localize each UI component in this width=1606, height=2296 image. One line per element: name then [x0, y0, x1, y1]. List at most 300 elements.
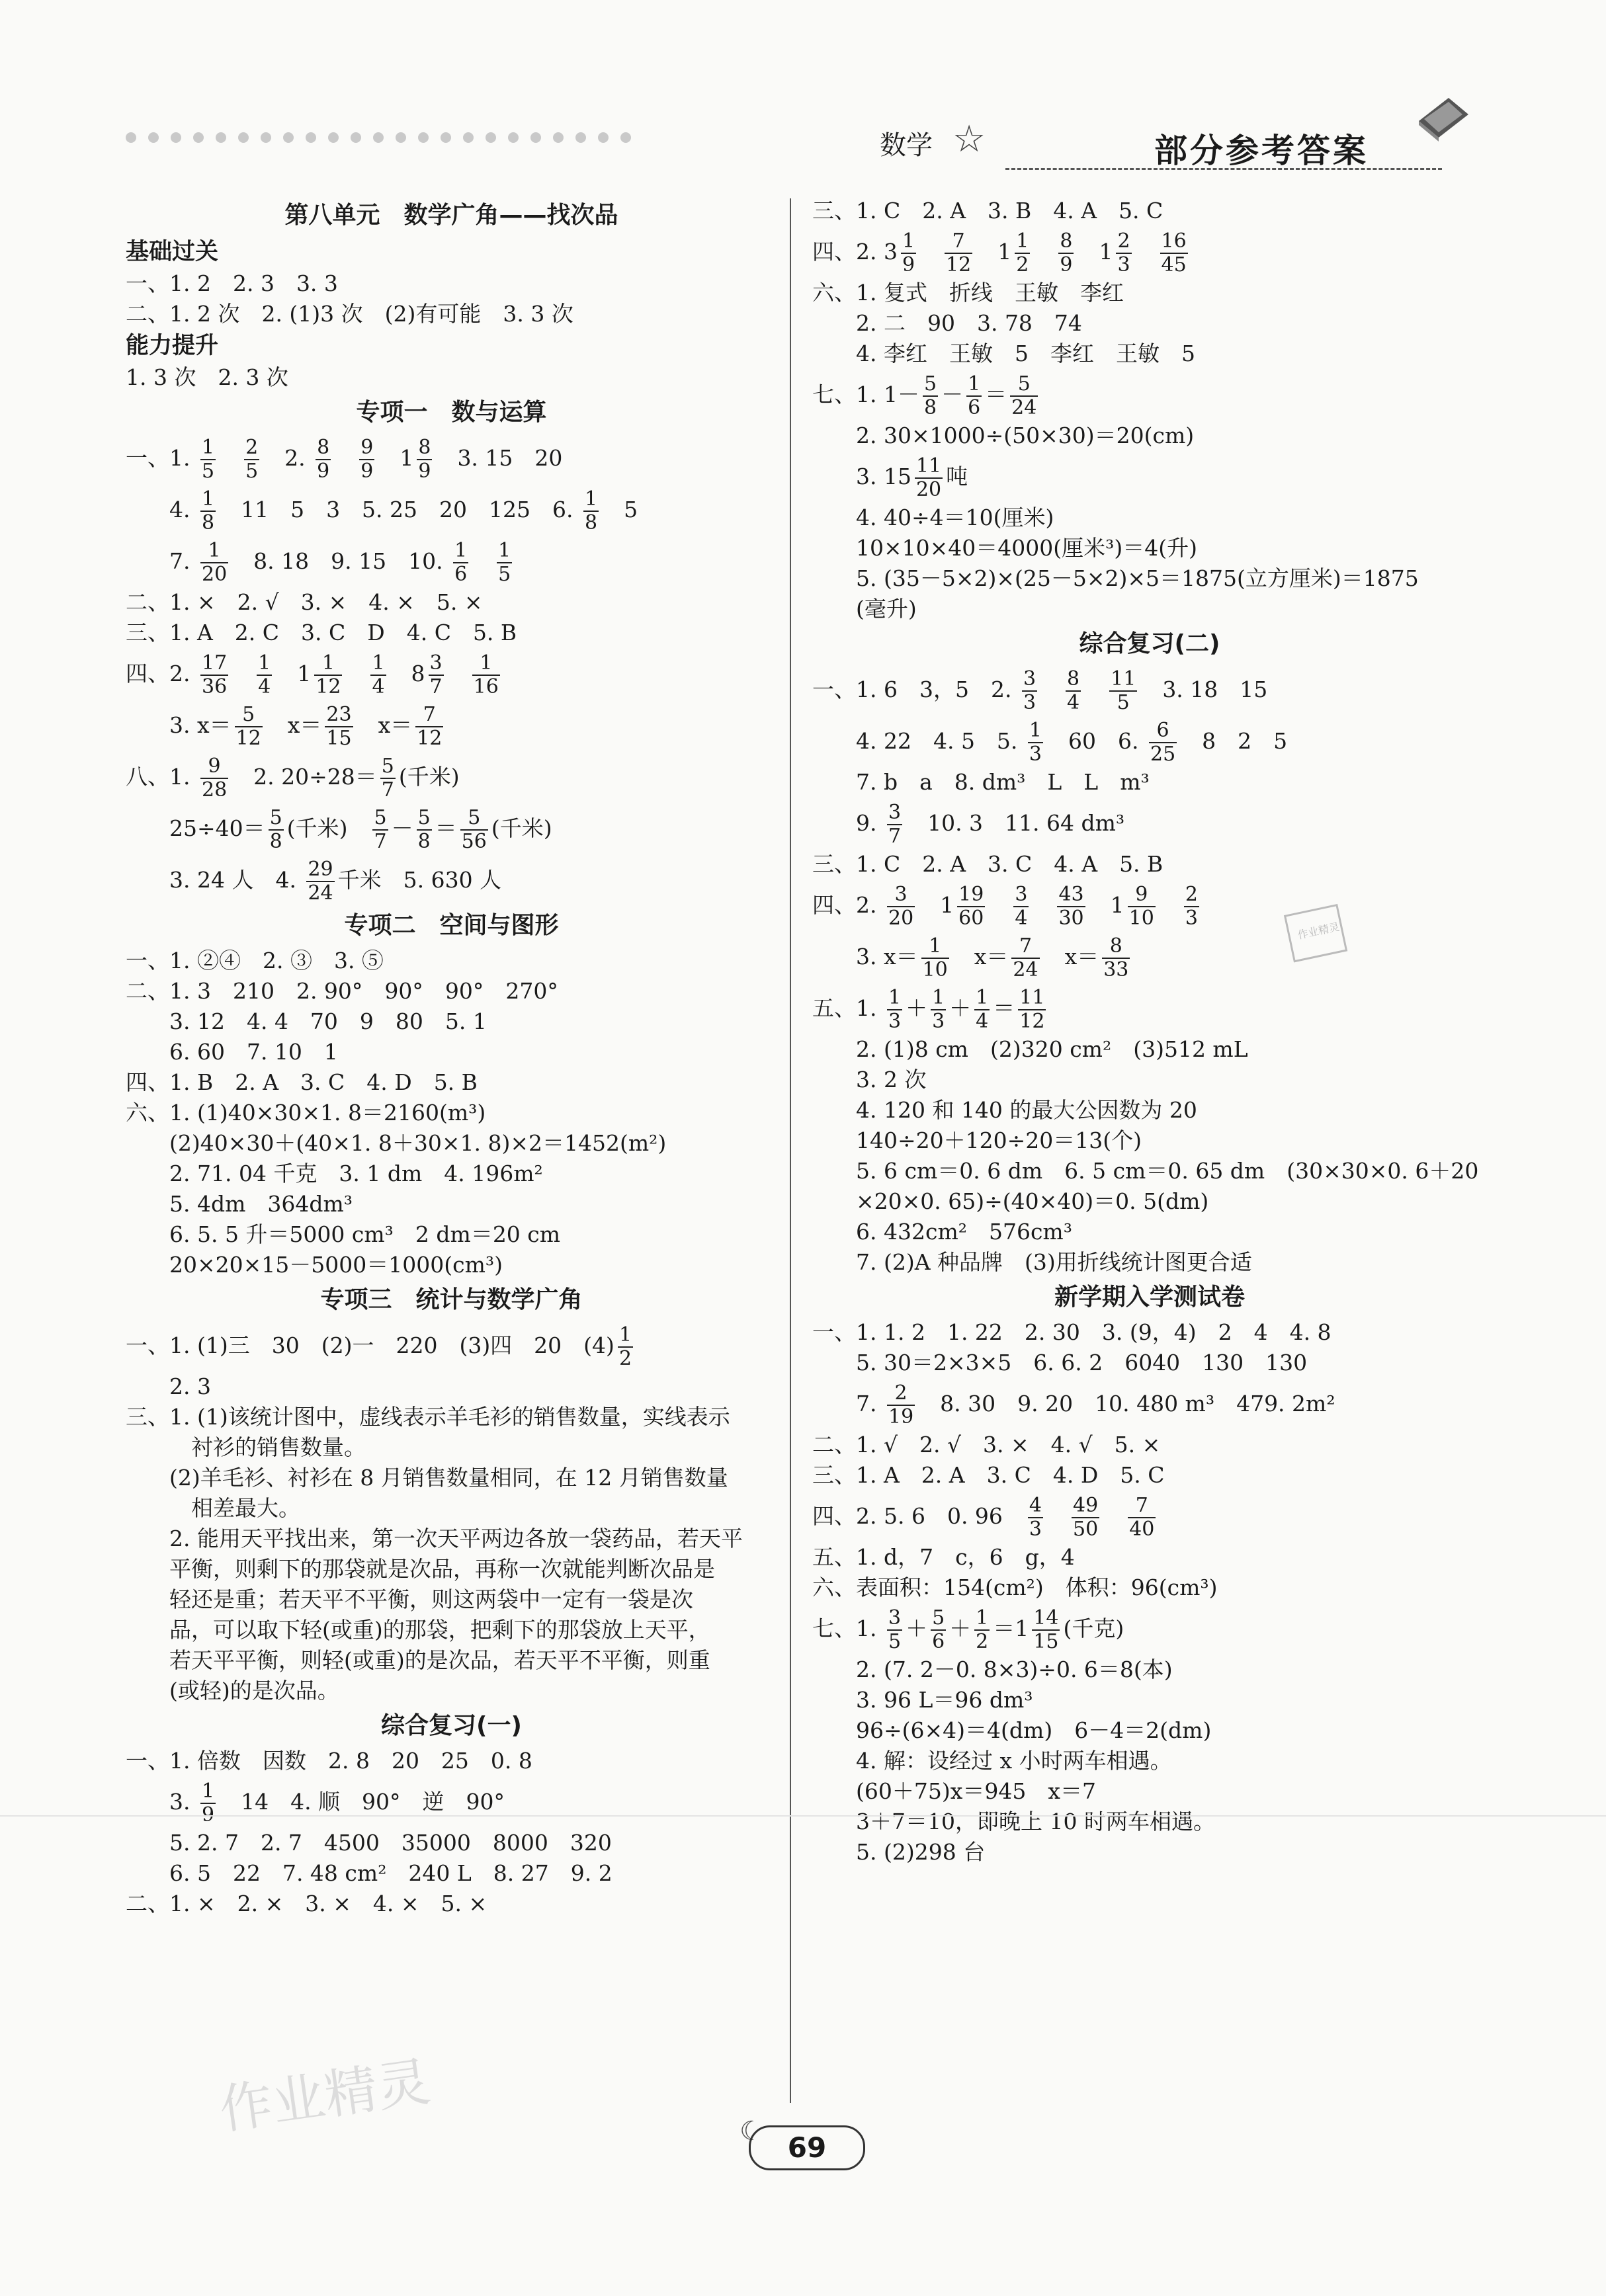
answer-line — [812, 226, 1487, 278]
answer-text: 4. — [126, 497, 197, 522]
fraction-denominator: 24 — [308, 882, 333, 905]
answer-line — [126, 536, 777, 587]
answer-text: 4. 解：设经过 x 小时两车相遇。 — [812, 1748, 1172, 1774]
answer-text: (千克) — [1063, 1616, 1124, 1641]
fraction-denominator: 4 — [258, 675, 271, 698]
answer-text: 三、1. A 2. C 3. C D 4. C 5. B — [126, 620, 517, 645]
answer-line — [812, 1603, 1487, 1655]
answer-text — [219, 445, 241, 471]
section-heading: 专项一 数与运算 — [356, 399, 547, 426]
fraction — [887, 987, 902, 1033]
answer-text: 3. 18 15 — [1140, 676, 1268, 702]
answer-text: 一、1. ②④ 2. ③ 3. ⑤ — [126, 948, 384, 973]
answer-line — [812, 369, 1487, 421]
fraction-numerator: 5 — [932, 1606, 945, 1629]
answer-text: 二、1. √ 2. √ 3. × 4. √ 5. × — [812, 1432, 1161, 1457]
answer-line — [812, 1715, 1487, 1746]
fraction-numerator: 5 — [417, 806, 431, 829]
answer-line — [812, 308, 1487, 339]
fraction-numerator: 4 — [1029, 1494, 1042, 1517]
fraction-denominator: 19 — [888, 1405, 914, 1428]
answer-text — [345, 661, 367, 686]
answer-line — [126, 1067, 777, 1098]
answer-text: 20×20×15－5000＝1000(cm³) — [126, 1252, 503, 1278]
fraction-denominator: 9 — [201, 1803, 215, 1826]
fraction — [1160, 230, 1188, 276]
watermark: 作业精灵 — [216, 2051, 434, 2141]
answer-text — [1040, 676, 1062, 702]
answer-line — [812, 563, 1487, 594]
header-dot — [216, 132, 226, 143]
answer-line — [126, 1858, 777, 1889]
answer-text: 140÷20＋120÷20＝13(个) — [812, 1128, 1142, 1153]
fraction — [306, 858, 334, 905]
fraction-numerator: 29 — [308, 858, 333, 881]
answer-text: 11 5 3 5. 25 20 125 6. — [219, 497, 580, 522]
answer-line — [126, 432, 777, 484]
fraction-denominator: 7 — [888, 825, 902, 848]
fraction-numerator: 1 — [968, 372, 981, 395]
fraction-numerator: 1 — [976, 1606, 989, 1629]
answer-line — [126, 1250, 777, 1280]
answer-text: 3. 24 人 4. — [126, 867, 304, 893]
fraction-denominator: 20 — [888, 907, 914, 930]
fraction-numerator: 2 — [887, 1382, 915, 1406]
answer-line — [126, 299, 777, 329]
fraction-denominator: 12 — [946, 253, 972, 276]
answer-text: x＝ — [265, 712, 322, 738]
header-dot — [441, 132, 451, 143]
answer-text: 一、1. 1. 2 1. 22 2. 30 3. (9，4) 2 4 4. 8 — [812, 1319, 1331, 1345]
answer-text: 5 — [602, 497, 638, 522]
fraction — [887, 801, 902, 848]
header-dot — [620, 132, 631, 143]
answer-text: － — [391, 815, 413, 841]
fraction-denominator: 50 — [1073, 1518, 1099, 1541]
fraction-numerator: 1 — [932, 986, 945, 1009]
answer-line — [126, 1463, 777, 1493]
fraction — [497, 540, 512, 586]
fraction-numerator: 5 — [1010, 373, 1038, 397]
answer-text: 2. (7. 2－0. 8×3)÷0. 6＝8(本) — [812, 1657, 1173, 1682]
answer-text: 5. 2. 7 2. 7 4500 35000 8000 320 — [126, 1830, 612, 1856]
answer-line — [812, 1247, 1487, 1278]
answer-text: 3. 15 — [812, 464, 911, 489]
fraction-numerator: 2 — [1185, 883, 1198, 906]
answer-text: 25÷40＝ — [126, 815, 265, 841]
answer-text: 六、1. (1)40×30×1. 8＝2160(m³) — [126, 1100, 486, 1126]
answer-text: 一、1. — [126, 445, 197, 471]
answer-text: 8. 18 9. 15 10. — [232, 548, 450, 574]
answer-text: (2)羊毛衫、衬衫在 8 月销售数量相同，在 12 月销售数量 — [126, 1465, 728, 1491]
answer-line — [126, 1006, 777, 1037]
answer-text: 10×10×40＝4000(厘米³)＝4(升) — [812, 535, 1197, 561]
answer-text: (60＋75)x＝945 x＝7 — [812, 1778, 1096, 1804]
answer-line — [126, 484, 777, 536]
fraction-denominator: 15 — [1033, 1630, 1059, 1653]
answer-line — [812, 664, 1487, 716]
fraction — [453, 540, 468, 586]
answer-text — [1135, 239, 1157, 265]
book-icon — [1412, 85, 1472, 144]
answer-line — [812, 849, 1487, 880]
answer-text: 5. (2)298 台 — [812, 1839, 986, 1865]
answer-line — [126, 946, 777, 976]
fraction — [200, 436, 216, 483]
answer-line — [126, 1615, 777, 1645]
fraction-numerator: 1 — [201, 487, 215, 511]
answer-text: 七、1. — [812, 1616, 884, 1641]
fraction — [269, 807, 284, 853]
fraction — [429, 652, 444, 698]
answer-line — [812, 1378, 1487, 1430]
fraction — [1032, 1607, 1060, 1653]
fraction-numerator: 3 — [1023, 667, 1036, 690]
header-dot — [553, 132, 564, 143]
fraction-denominator: 7 — [429, 675, 443, 698]
fraction-denominator: 45 — [1161, 253, 1187, 276]
fraction-numerator: 17 — [201, 651, 228, 675]
watermark-stamp — [1280, 896, 1359, 975]
answer-text: ＋ — [949, 995, 972, 1021]
fraction — [415, 704, 443, 750]
answer-text: 3＋7＝10，即晚上 10 时两车相遇。 — [812, 1809, 1215, 1834]
answer-line — [812, 278, 1487, 308]
answer-text: 6. 60 7. 10 1 — [126, 1039, 338, 1065]
header-dot — [575, 132, 586, 143]
answer-line — [126, 1524, 777, 1554]
answer-line — [126, 751, 777, 803]
fraction — [200, 1780, 216, 1826]
answer-text: 7. — [812, 1391, 884, 1416]
fraction — [1028, 719, 1043, 766]
fraction-numerator: 2 — [1117, 229, 1130, 253]
answer-text — [472, 548, 493, 574]
fraction-denominator: 3 — [1029, 1518, 1042, 1541]
header-dot — [598, 132, 609, 143]
fraction-denominator: 9 — [902, 253, 915, 276]
answer-text: 2. 20÷28＝ — [232, 764, 377, 790]
answer-text: 相差最大。 — [126, 1495, 300, 1521]
answer-text: 四、2. 3 — [812, 239, 898, 265]
fraction — [1128, 1495, 1156, 1541]
fraction — [1058, 230, 1074, 276]
fraction-denominator: 2 — [976, 1630, 989, 1653]
fraction-numerator: 8 — [1067, 667, 1080, 690]
answer-text — [919, 239, 941, 265]
answer-text: 8 2 5 — [1180, 728, 1288, 754]
answer-line — [812, 1126, 1487, 1156]
fraction-numerator: 1 — [902, 229, 915, 253]
answer-line — [812, 503, 1487, 533]
fraction-numerator: 1 — [258, 651, 271, 675]
answer-text: 三、1. A 2. A 3. C 4. D 5. C — [812, 1462, 1165, 1488]
fraction-numerator: 11 — [915, 454, 942, 477]
answer-text: 六、表面积：154(cm²) 体积：96(cm³) — [812, 1575, 1218, 1600]
answer-text: 1 — [275, 661, 312, 686]
fraction-denominator: 30 — [1058, 907, 1084, 930]
fraction — [1072, 1495, 1099, 1541]
header-dot — [328, 132, 339, 143]
answer-line — [126, 1098, 777, 1128]
answer-text — [1033, 239, 1055, 265]
answer-text: 9. — [812, 810, 884, 836]
fraction — [1149, 719, 1177, 766]
answer-text: 5. 6 cm＝0. 6 dm 6. 5 cm＝0. 65 dm (30×30×0. 6＋20 — [812, 1158, 1479, 1184]
header-dot — [238, 132, 249, 143]
answer-line — [812, 767, 1487, 798]
fraction — [460, 807, 488, 853]
answer-text: 轻还是重；若天平不平衡，则这两袋中一定有一袋是次 — [126, 1586, 693, 1612]
answer-text: ＝ — [993, 995, 1015, 1021]
answer-text: 1 — [1077, 239, 1113, 265]
fraction-numerator: 2 — [245, 436, 259, 459]
header-dot — [396, 132, 406, 143]
answer-line — [126, 1159, 777, 1189]
section-heading: 专项三 统计与数学广角 — [320, 1286, 583, 1313]
answer-line — [812, 1348, 1487, 1378]
answer-line — [126, 700, 777, 751]
fraction-numerator: 7 — [1011, 935, 1039, 959]
answer-text: 7. — [126, 548, 197, 574]
header-underline — [1005, 168, 1442, 170]
fraction-numerator: 9 — [1128, 883, 1156, 907]
fraction — [931, 1607, 946, 1653]
fraction-denominator: 24 — [1013, 958, 1038, 981]
answer-text: 3. x＝ — [126, 712, 232, 738]
answer-text: 5. 4dm 364dm³ — [126, 1191, 353, 1217]
answer-line — [126, 1746, 777, 1776]
fraction-numerator: 7 — [415, 704, 443, 727]
answer-text: x＝ — [1042, 944, 1099, 969]
answer-text: － — [941, 382, 964, 407]
answer-text: 7. (2)A 种品牌 (3)用折线统计图更合适 — [812, 1249, 1252, 1275]
answer-text: 5. 30＝2×3×5 6. 6. 2 6040 130 130 — [812, 1350, 1308, 1375]
fraction — [1184, 883, 1199, 930]
fraction-numerator: 5 — [460, 807, 488, 831]
answer-line — [812, 798, 1487, 849]
answer-text: ×20×0. 65)÷(40×40)＝0. 5(dm) — [812, 1188, 1209, 1214]
answer-text — [1103, 1503, 1124, 1529]
answer-text: 1. 3 次 2. 3 次 — [126, 364, 288, 390]
answer-text: 五、1. d，7 c，6 g，4 — [812, 1544, 1075, 1570]
answer-text — [1084, 676, 1106, 702]
fraction-numerator: 3 — [1015, 883, 1028, 906]
fraction — [901, 230, 916, 276]
answer-line — [812, 339, 1487, 369]
fraction-numerator: 1 — [498, 539, 511, 562]
answer-line — [126, 1828, 777, 1858]
fraction-denominator: 12 — [316, 675, 341, 698]
fraction-denominator: 4 — [372, 675, 385, 698]
fraction-numerator: 3 — [887, 883, 915, 907]
answer-line — [812, 1685, 1487, 1715]
answer-text: 五、1. — [812, 995, 884, 1021]
answer-text: 一、1. 倍数 因数 2. 8 20 25 0. 8 — [126, 1748, 532, 1774]
fraction — [417, 436, 432, 483]
answer-text: 三、1. C 2. A 3. B 4. A 5. C — [812, 198, 1163, 224]
header-dot — [530, 132, 541, 143]
page-number: 69 — [749, 2125, 865, 2170]
fraction — [1066, 668, 1081, 714]
answer-text: 4. 120 和 140 的最大公因数为 20 — [812, 1097, 1197, 1123]
section-heading: 专项二 空间与图形 — [344, 912, 559, 939]
fraction-denominator: 8 — [923, 396, 937, 419]
fraction — [1102, 935, 1130, 981]
answer-line — [126, 362, 777, 393]
fraction-numerator: 1 — [454, 539, 468, 562]
answer-line — [812, 1542, 1487, 1573]
fraction — [1028, 1495, 1043, 1541]
fraction-numerator: 19 — [958, 883, 984, 906]
header-dot — [283, 132, 294, 143]
answer-text: 2. 能用天平找出来，第一次天平两边各放一袋药品，若天平 — [126, 1526, 743, 1551]
fraction — [380, 755, 396, 801]
fraction — [200, 488, 216, 534]
fraction-denominator: 9 — [1060, 253, 1073, 276]
fraction — [887, 883, 915, 930]
fraction-numerator: 23 — [326, 703, 352, 726]
fraction-denominator: 3 — [1029, 743, 1042, 766]
answer-line — [812, 1491, 1487, 1542]
answer-line — [812, 421, 1487, 451]
fraction — [235, 704, 263, 750]
answer-text: 3. x＝ — [812, 944, 918, 969]
answer-text: 2. 二 90 3. 78 74 — [812, 310, 1082, 336]
fraction — [325, 704, 353, 750]
fraction-numerator: 5 — [269, 806, 282, 829]
answer-text: 2. 3 — [126, 1374, 211, 1399]
fraction-numerator: 11 — [1111, 667, 1136, 690]
fraction — [1128, 883, 1156, 930]
fraction-denominator: 3 — [888, 1010, 902, 1033]
answer-text: 四、1. B 2. A 3. C 4. D 5. B — [126, 1069, 478, 1095]
answer-text: 3. 12 4. 4 70 9 80 5. 1 — [126, 1008, 487, 1034]
fraction — [966, 373, 982, 419]
header-dot — [171, 132, 181, 143]
answer-text: (千米) — [286, 815, 370, 841]
fraction — [887, 1382, 915, 1428]
answer-text: 三、1. C 2. A 3. C 4. A 5. B — [812, 851, 1163, 877]
fraction — [923, 373, 938, 419]
header-dot — [373, 132, 384, 143]
fraction-numerator: 8 — [1102, 935, 1130, 959]
answer-text: 96÷(6×4)＝4(dm) 6－4＝2(dm) — [812, 1717, 1212, 1743]
fraction-numerator: 1 — [201, 436, 215, 459]
fraction-numerator: 5 — [235, 704, 263, 727]
answer-line — [126, 268, 777, 299]
fraction — [200, 540, 228, 586]
section-heading: 综合复习(二) — [1079, 630, 1220, 657]
answer-line — [812, 1837, 1487, 1867]
fraction-denominator: 2 — [1016, 253, 1029, 276]
answer-line — [126, 976, 777, 1006]
fraction-denominator: 36 — [201, 675, 228, 698]
header-dot — [508, 132, 519, 143]
fraction — [1057, 883, 1085, 930]
answer-line — [812, 1573, 1487, 1603]
answer-text: ＝ — [435, 815, 457, 841]
fraction-numerator: 7 — [1128, 1495, 1156, 1518]
fraction-numerator: 1 — [1029, 719, 1042, 742]
fraction-numerator: 1 — [201, 1780, 215, 1803]
answer-line — [812, 1095, 1487, 1126]
header-dot — [418, 132, 429, 143]
answer-text: 14 4. 顺 90° 逆 90° — [219, 1789, 505, 1815]
fraction-denominator: 7 — [381, 778, 394, 801]
answer-line — [126, 1493, 777, 1524]
subsection-heading: 基础过关 — [126, 239, 219, 265]
header-dot — [351, 132, 361, 143]
answer-text: 4. 22 4. 5 5. — [812, 728, 1025, 754]
answer-text: 3. 96 L＝96 dm³ — [812, 1687, 1033, 1713]
fraction-denominator: 8 — [584, 511, 598, 534]
answer-text: x＝ — [952, 944, 1009, 969]
fraction-numerator: 6 — [1149, 719, 1177, 743]
fraction-denominator: 20 — [201, 563, 228, 586]
fraction-numerator: 9 — [200, 755, 228, 779]
answer-text: 一、1. (1)三 30 (2)一 220 (3)四 20 (4) — [126, 1332, 614, 1358]
fraction — [618, 1324, 633, 1370]
answer-line — [812, 1065, 1487, 1095]
fraction-denominator: 9 — [360, 460, 374, 483]
answer-text: 四、2. — [812, 892, 884, 918]
answer-line — [126, 648, 777, 700]
answer-text: 10. 3 11. 64 dm³ — [906, 810, 1125, 836]
answer-text: 若天平平衡，则轻(或重)的是次品，若天平不平衡，则重 — [126, 1647, 710, 1673]
answer-text: 2. (1)8 cm (2)320 cm² (3)512 mL — [812, 1036, 1248, 1062]
answer-line — [812, 1186, 1487, 1217]
fraction-denominator: 60 — [958, 907, 984, 930]
answer-text: 1 — [378, 445, 414, 471]
answer-text: 2. 71. 04 千克 3. 1 dm 4. 196m² — [126, 1161, 543, 1186]
answer-line — [126, 1402, 777, 1432]
fraction-denominator: 12 — [1019, 1010, 1045, 1033]
fraction-denominator: 9 — [317, 460, 330, 483]
answer-text: 6. 5. 5 升＝5000 cm³ 2 dm＝20 cm — [126, 1221, 561, 1247]
header-dot — [486, 132, 496, 143]
answer-line — [126, 1189, 777, 1219]
fraction-numerator: 14 — [1033, 1606, 1059, 1629]
fraction-numerator: 8 — [317, 436, 330, 459]
fraction-numerator: 1 — [584, 487, 598, 511]
answer-text: ＋ — [906, 1616, 928, 1641]
fraction-denominator: 16 — [473, 675, 499, 698]
fraction — [931, 987, 946, 1033]
answer-line — [812, 1156, 1487, 1186]
answer-text: 六、1. 复式 折线 王敏 李红 — [812, 280, 1124, 306]
fraction-denominator: 4 — [1015, 907, 1028, 930]
fraction-denominator: 3 — [1117, 253, 1130, 276]
answer-text: 衬衫的销售数量。 — [126, 1434, 366, 1460]
fraction-denominator: 6 — [968, 396, 981, 419]
fraction-numerator: 1 — [472, 652, 500, 676]
answer-text — [988, 892, 1010, 918]
fraction — [417, 807, 432, 853]
answer-line — [126, 1037, 777, 1067]
stamp-text: 作业精灵 — [1296, 920, 1341, 942]
fraction-denominator: 8 — [269, 830, 282, 853]
fraction-numerator: 5 — [374, 806, 387, 829]
fraction-numerator: 5 — [923, 372, 937, 395]
answer-text: 4. 40÷4＝10(厘米) — [812, 505, 1054, 530]
answer-line — [812, 533, 1487, 563]
fraction — [1015, 230, 1030, 276]
fraction-denominator: 4 — [1067, 691, 1080, 714]
answer-text: 二、1. 3 210 2. 90° 90° 90° 270° — [126, 978, 558, 1004]
fraction-numerator: 1 — [200, 540, 228, 563]
fraction-denominator: 5 — [1117, 691, 1130, 714]
